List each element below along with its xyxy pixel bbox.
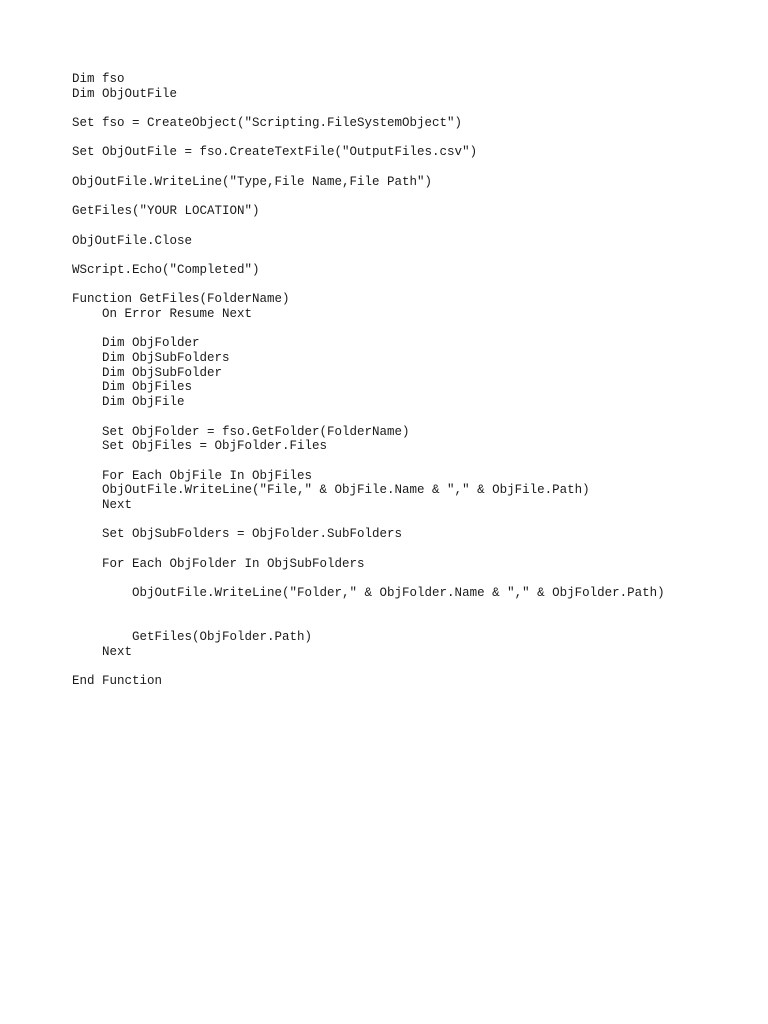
code-line: Set ObjFolder = fso.GetFolder(FolderName) <box>72 424 410 439</box>
code-line <box>72 454 665 469</box>
code-line: End Function <box>72 674 163 689</box>
code-line <box>72 278 665 293</box>
code-line: Next <box>72 644 133 659</box>
code-line <box>72 571 665 586</box>
code-line: Set ObjSubFolders = ObjFolder.SubFolders <box>72 527 403 542</box>
code-line <box>72 131 665 146</box>
code-line: GetFiles(ObjFolder.Path) <box>72 630 313 645</box>
code-line <box>72 190 665 205</box>
code-line: Dim ObjFiles <box>72 380 193 395</box>
code-line: Dim ObjFolder <box>72 336 200 351</box>
code-line: For Each ObjFile In ObjFiles <box>72 468 313 483</box>
code-line: For Each ObjFolder In ObjSubFolders <box>72 556 365 571</box>
code-line: Set fso = CreateObject("Scripting.FileSystemObject") <box>72 116 463 131</box>
code-line <box>72 219 665 234</box>
code-line: ObjOutFile.Close <box>72 233 193 248</box>
code-line: Dim ObjSubFolder <box>72 365 223 380</box>
code-line: On Error Resume Next <box>72 307 253 321</box>
code-line <box>72 248 665 263</box>
code-line <box>72 660 665 675</box>
code-line: Function GetFiles(FolderName) <box>72 292 290 307</box>
code-line: Dim ObjFile <box>72 395 185 410</box>
code-line <box>72 322 665 337</box>
code-line: Dim fso <box>72 72 125 86</box>
code-listing <box>72 72 665 689</box>
code-line: Dim ObjSubFolders <box>72 351 230 366</box>
code-line <box>72 542 665 557</box>
code-line: GetFiles("YOUR LOCATION") <box>72 204 260 219</box>
code-line <box>72 160 665 175</box>
code-line: Set ObjOutFile = fso.CreateTextFile("OutputFiles.csv") <box>72 145 478 160</box>
code-line: ObjOutFile.WriteLine("File," & ObjFile.Name & "," & ObjFile.Path) <box>72 483 590 498</box>
code-line: WScript.Echo("Completed") <box>72 262 260 277</box>
code-line: Set ObjFiles = ObjFolder.Files <box>72 439 328 454</box>
code-line <box>72 101 665 116</box>
code-line: Dim ObjOutFile <box>72 86 178 101</box>
code-line <box>72 615 665 630</box>
code-line: ObjOutFile.WriteLine("Folder," & ObjFolder.Name & "," & ObjFolder.Path) <box>72 586 665 601</box>
code-line <box>72 410 665 425</box>
code-line <box>72 513 665 528</box>
code-line <box>72 601 665 616</box>
code-line: Next <box>72 497 133 512</box>
code-line: ObjOutFile.WriteLine("Type,File Name,File Path") <box>72 174 433 189</box>
